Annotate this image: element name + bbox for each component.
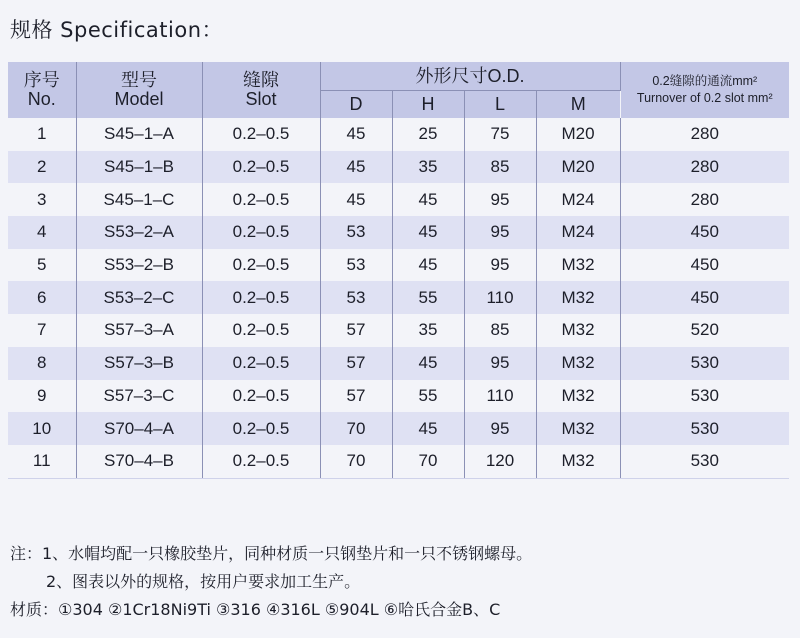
cell-model: S53–2–B: [76, 249, 202, 282]
cell-no: 6: [8, 281, 76, 314]
cell-slot: 0.2–0.5: [202, 249, 320, 282]
header-h: H: [392, 91, 464, 119]
header-slot: [202, 62, 320, 118]
cell-d: 53: [320, 281, 392, 314]
header-od: 外形尺寸O.D.: [320, 62, 620, 91]
cell-l: 95: [464, 412, 536, 445]
materials-line: 材质：①304 ②1Cr18Ni9Ti ③316 ④316L ⑤904L ⑥哈氏合金B、C: [10, 600, 501, 619]
cell-m: M32: [536, 445, 620, 478]
notes: [10, 540, 532, 624]
cell-l: 95: [464, 347, 536, 380]
cell-no: 9: [8, 380, 76, 413]
cell-l: 95: [464, 183, 536, 216]
note-line-1: 注：1、水帽均配一只橡胶垫片，同种材质一只钢垫片和一只不锈钢螺母。: [10, 544, 533, 563]
cell-no: 3: [8, 183, 76, 216]
cell-model: S70–4–B: [76, 445, 202, 478]
cell-no: 2: [8, 151, 76, 184]
header-model: [76, 62, 202, 118]
cell-turnover: 450: [620, 216, 789, 249]
cell-d: 57: [320, 314, 392, 347]
cell-d: 53: [320, 216, 392, 249]
header-l: L: [464, 91, 536, 119]
cell-slot: 0.2–0.5: [202, 183, 320, 216]
header-no: [8, 62, 76, 118]
cell-h: 45: [392, 183, 464, 216]
cell-l: 110: [464, 380, 536, 413]
cell-d: 45: [320, 151, 392, 184]
header-turnover-en: Turnover of 0.2 slot mm²: [636, 91, 773, 105]
cell-l: 85: [464, 151, 536, 184]
cell-l: 120: [464, 445, 536, 478]
cell-model: S70–4–A: [76, 412, 202, 445]
cell-m: M20: [536, 118, 620, 151]
header-slot-cn: 缝隙: [243, 70, 279, 90]
table-row: [8, 118, 789, 151]
cell-no: 5: [8, 249, 76, 282]
note-line-2: 2、图表以外的规格，按用户要求加工生产。: [46, 572, 361, 591]
cell-d: 70: [320, 412, 392, 445]
cell-no: 4: [8, 216, 76, 249]
header-model-en: Model: [114, 89, 164, 109]
cell-no: 7: [8, 314, 76, 347]
header-turnover: [620, 62, 789, 118]
cell-model: S53–2–A: [76, 216, 202, 249]
cell-turnover: 280: [620, 151, 789, 184]
cell-slot: 0.2–0.5: [202, 151, 320, 184]
cell-d: 70: [320, 445, 392, 478]
cell-h: 35: [392, 314, 464, 347]
header-slot-en: Slot: [245, 89, 277, 109]
cell-no: 8: [8, 347, 76, 380]
cell-no: 11: [8, 445, 76, 478]
cell-slot: 0.2–0.5: [202, 380, 320, 413]
cell-h: 45: [392, 412, 464, 445]
cell-model: S53–2–C: [76, 281, 202, 314]
cell-slot: 0.2–0.5: [202, 314, 320, 347]
cell-turnover: 450: [620, 281, 789, 314]
cell-slot: 0.2–0.5: [202, 118, 320, 151]
cell-slot: 0.2–0.5: [202, 445, 320, 478]
table-row: [8, 216, 789, 249]
cell-slot: 0.2–0.5: [202, 216, 320, 249]
cell-slot: 0.2–0.5: [202, 281, 320, 314]
cell-m: M32: [536, 281, 620, 314]
cell-m: M24: [536, 183, 620, 216]
table-row: [8, 183, 789, 216]
cell-turnover: 280: [690, 124, 719, 144]
table-row: [8, 445, 789, 478]
cell-slot: 0.2–0.5: [202, 347, 320, 380]
cell-h: 45: [392, 216, 464, 249]
cell-h: 55: [392, 380, 464, 413]
spec-table: [8, 62, 789, 479]
table-row: [8, 249, 789, 282]
cell-m: M32: [536, 412, 620, 445]
table-row: [8, 314, 789, 347]
cell-model: S45–1–C: [76, 183, 202, 216]
cell-l: 95: [464, 249, 536, 282]
cell-m: M24: [536, 216, 620, 249]
cell-d: 57: [320, 380, 392, 413]
table-row: [8, 380, 789, 413]
cell-m: M32: [536, 314, 620, 347]
table-row: [8, 151, 789, 184]
cell-m: M32: [536, 380, 620, 413]
cell-l: 110: [464, 281, 536, 314]
cell-m: M20: [536, 151, 620, 184]
cell-d: 53: [320, 249, 392, 282]
cell-no: 1: [8, 118, 76, 151]
cell-h: 70: [392, 445, 464, 478]
cell-slot: 0.2–0.5: [202, 412, 320, 445]
table-row: [8, 347, 789, 380]
cell-m: M32: [536, 249, 620, 282]
cell-d: 45: [320, 118, 392, 151]
header-no-en: No.: [27, 89, 56, 109]
cell-l: 95: [464, 216, 536, 249]
cell-l: 85: [464, 314, 536, 347]
cell-model: S57–3–A: [76, 314, 202, 347]
header-no-cn: 序号: [23, 70, 60, 90]
table-row: [8, 281, 789, 314]
cell-h: 45: [392, 347, 464, 380]
cell-turnover: 280: [690, 189, 719, 209]
cell-model: S57–3–B: [76, 347, 202, 380]
cell-turnover: 520: [690, 320, 719, 340]
cell-l: 75: [464, 118, 536, 151]
cell-d: 57: [320, 347, 392, 380]
header-m: M: [536, 91, 620, 119]
table-body: [8, 118, 789, 478]
cell-turnover: 530: [620, 445, 789, 478]
cell-h: 35: [392, 151, 464, 184]
cell-model: S57–3–C: [76, 380, 202, 413]
cell-d: 45: [320, 183, 392, 216]
table-header: [8, 62, 789, 118]
cell-turnover: 530: [620, 412, 789, 445]
cell-turnover: 450: [690, 255, 719, 275]
table-row: [8, 412, 789, 445]
cell-m: M32: [536, 347, 620, 380]
header-model-cn: 型号: [121, 70, 157, 90]
cell-turnover: 530: [620, 347, 789, 380]
cell-model: S45–1–A: [76, 118, 202, 151]
cell-h: 55: [392, 281, 464, 314]
cell-h: 25: [392, 118, 464, 151]
page-title: 规格 Specification：: [10, 18, 224, 42]
header-d: D: [320, 91, 392, 119]
cell-no: 10: [8, 412, 76, 445]
header-turnover-cn: 0.2缝隙的通流mm²: [652, 74, 758, 88]
cell-h: 45: [392, 249, 464, 282]
cell-turnover: 530: [690, 385, 719, 405]
cell-model: S45–1–B: [76, 151, 202, 184]
